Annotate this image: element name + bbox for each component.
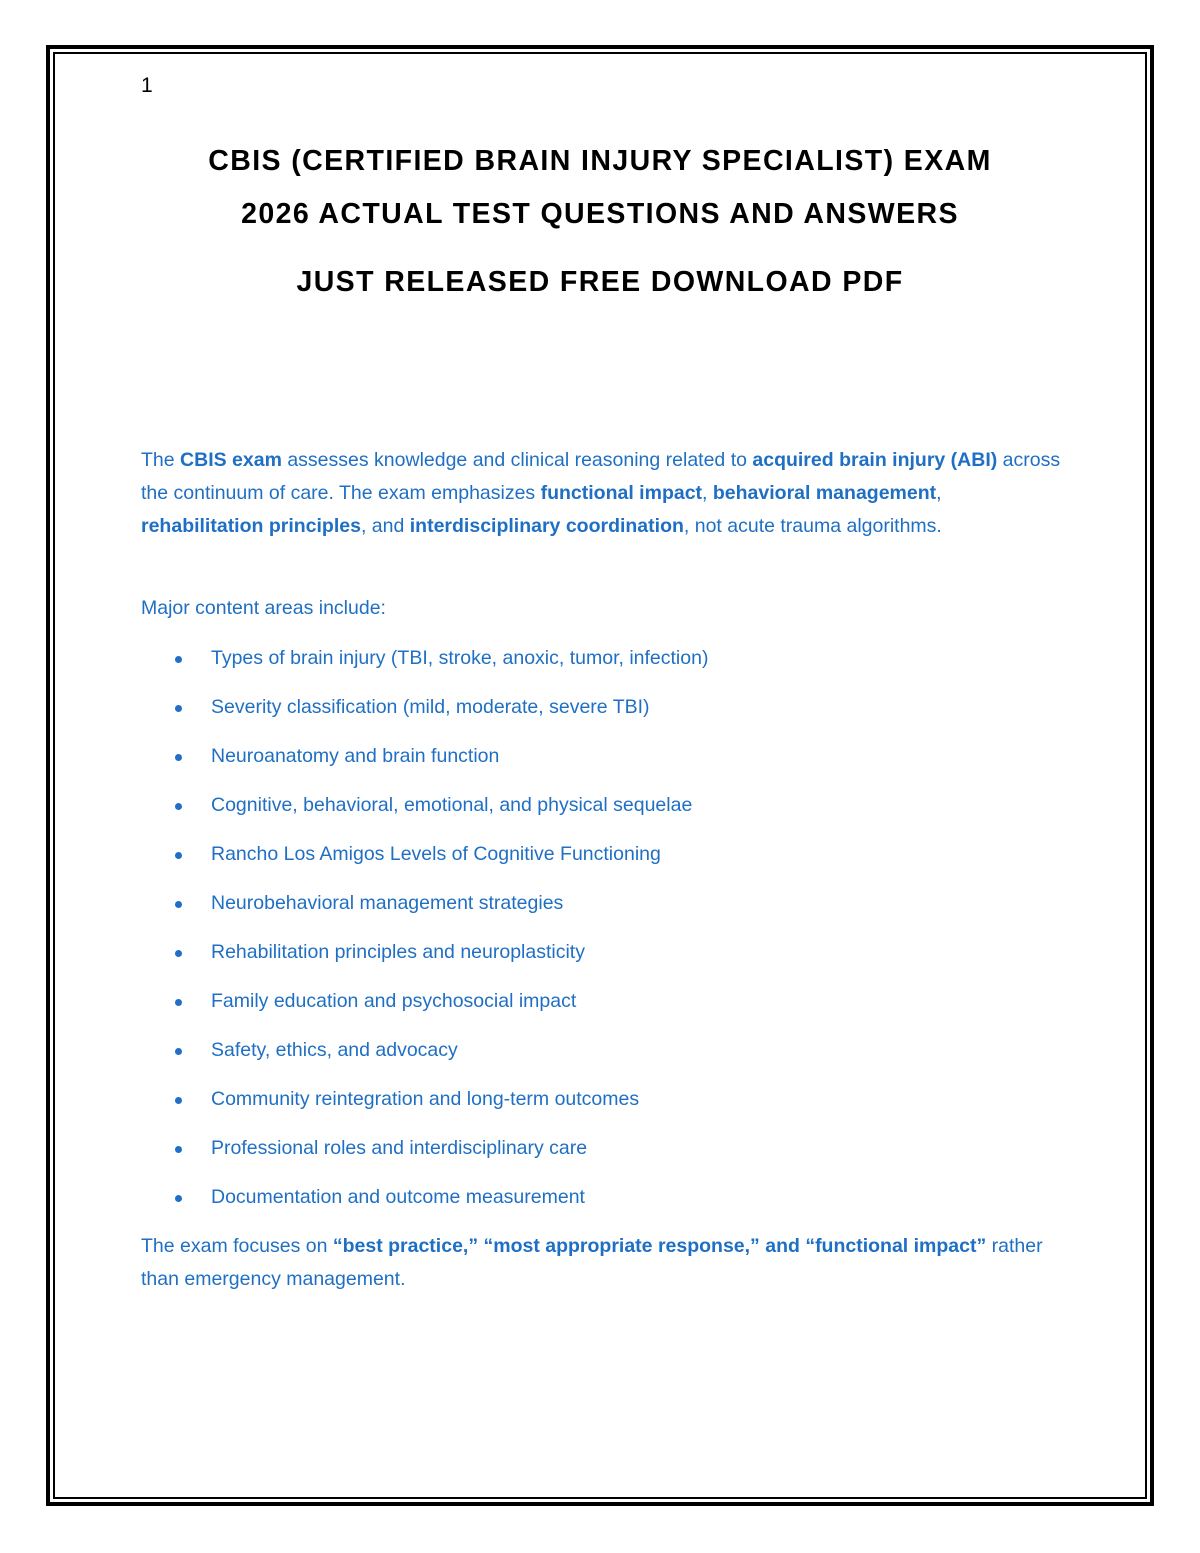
bullet-icon <box>175 656 182 663</box>
list-item: Cognitive, behavioral, emotional, and physical sequelae <box>141 789 1041 838</box>
behavioral-management-term: behavioral management <box>712 482 937 504</box>
page-number: 1 <box>141 74 153 97</box>
list-item: Documentation and outcome measurement <box>141 1181 1041 1230</box>
intro-paragraph: The CBIS exam assesses knowledge and clinical reasoning related to acquired brain injury (ABI) across the continuum of care. The exam emphasizes functional impact, behavioral management, rehabilitation principles, and interdisciplinary coordination, not acute trauma algorithms. <box>141 449 1061 537</box>
bullet-icon <box>175 1195 182 1202</box>
abi-term: acquired brain injury (ABI) <box>752 449 998 471</box>
bullet-icon <box>175 1146 182 1153</box>
bullet-icon <box>175 754 182 761</box>
bullet-icon <box>175 1097 182 1104</box>
interdisciplinary-coordination-term: interdisciplinary coordination <box>409 515 684 537</box>
list-item: Neuroanatomy and brain function <box>141 740 1041 789</box>
list-item: Professional roles and interdisciplinary care <box>141 1132 1041 1181</box>
list-item: Family education and psychosocial impact <box>141 985 1041 1034</box>
title-line-3: JUST RELEASED FREE DOWNLOAD PDF <box>296 266 904 298</box>
bullet-icon <box>175 1048 182 1055</box>
bullet-icon <box>175 705 182 712</box>
title-line-1: CBIS (CERTIFIED BRAIN INJURY SPECIALIST) EXAM <box>208 145 992 177</box>
list-item: Community reintegration and long-term outcomes <box>141 1083 1041 1132</box>
bullet-icon <box>175 950 182 957</box>
rehabilitation-principles-term: rehabilitation principles <box>141 515 361 537</box>
title-line-2: 2026 ACTUAL TEST QUESTIONS AND ANSWERS <box>241 198 959 230</box>
closing-emphasis: “best practice,” “most appropriate response,” and “functional impact” <box>332 1235 987 1257</box>
list-item: Rehabilitation principles and neuroplasticity <box>141 936 1041 985</box>
list-item: Rancho Los Amigos Levels of Cognitive Functioning <box>141 838 1041 887</box>
bullet-icon <box>175 803 182 810</box>
bullet-icon <box>175 852 182 859</box>
functional-impact-term: functional impact <box>540 482 703 504</box>
bullet-icon <box>175 999 182 1006</box>
list-item: Neurobehavioral management strategies <box>141 887 1041 936</box>
content-areas-label: Major content areas include: <box>141 597 386 619</box>
content-areas-list <box>141 642 1041 1230</box>
list-item: Safety, ethics, and advocacy <box>141 1034 1041 1083</box>
cbis-exam-term: CBIS exam <box>180 449 282 471</box>
closing-paragraph: The exam focuses on “best practice,” “most appropriate response,” and “functional impact” rather than emergency management. <box>141 1235 1043 1290</box>
list-item: Types of brain injury (TBI, stroke, anoxic, tumor, infection) <box>141 642 1041 691</box>
list-item: Severity classification (mild, moderate, severe TBI) <box>141 691 1041 740</box>
bullet-icon <box>175 901 182 908</box>
